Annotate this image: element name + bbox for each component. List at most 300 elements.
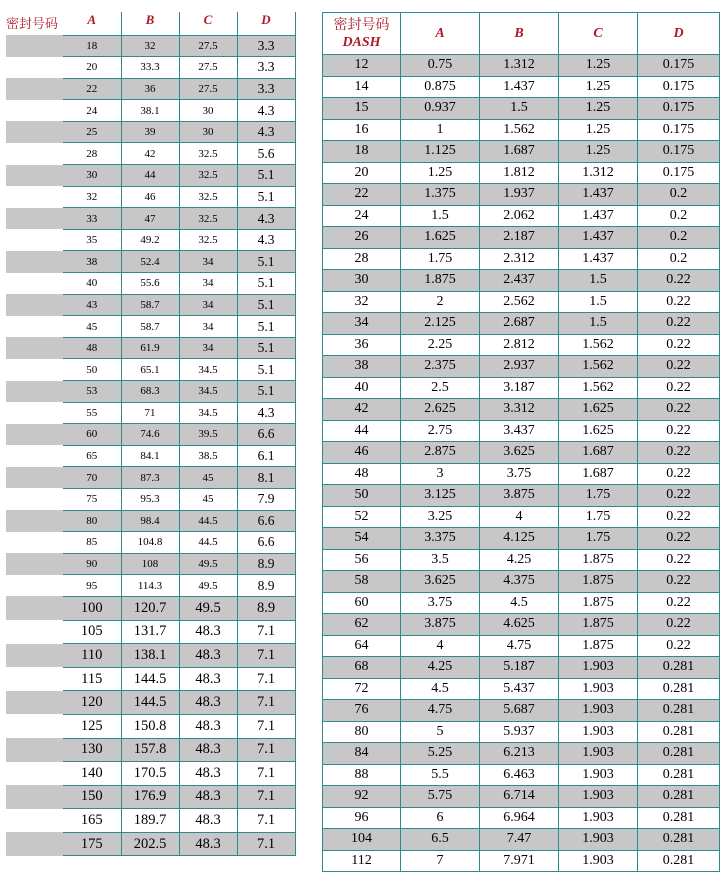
cell-b: 150.8 [121, 714, 179, 738]
table-row [323, 506, 720, 528]
cell-dash: 15 [323, 98, 401, 120]
cell-d: 0.281 [638, 786, 720, 808]
row-spacer-cell [6, 809, 63, 833]
cell-c: 1.903 [559, 721, 638, 743]
cell-a: 3.25 [401, 506, 480, 528]
cell-a: 4.5 [401, 678, 480, 700]
cell-a: 5.5 [401, 764, 480, 786]
cell-c: 1.25 [559, 98, 638, 120]
row-spacer-cell [6, 738, 63, 762]
cell-d: 5.1 [237, 316, 295, 338]
cell-c: 34 [179, 251, 237, 273]
table-row [323, 399, 720, 421]
cell-a: 60 [63, 424, 121, 446]
table-row [6, 691, 295, 715]
table-row [6, 57, 295, 79]
cell-d: 0.281 [638, 721, 720, 743]
cell-a: 32 [63, 186, 121, 208]
cell-a: 3 [401, 463, 480, 485]
cell-c: 1.5 [559, 313, 638, 335]
table-row [6, 738, 295, 762]
cell-b: 4.625 [480, 614, 559, 636]
cell-b: 4.375 [480, 571, 559, 593]
cell-d: 0.175 [638, 76, 720, 98]
cell-d: 0.2 [638, 227, 720, 249]
cell-dash: 28 [323, 248, 401, 270]
cell-b: 2.937 [480, 356, 559, 378]
cell-c: 1.75 [559, 485, 638, 507]
cell-d: 5.1 [237, 273, 295, 295]
cell-a: 50 [63, 359, 121, 381]
cell-c: 44.5 [179, 510, 237, 532]
cell-dash: 18 [323, 141, 401, 163]
table-row [6, 229, 295, 251]
row-spacer-cell [6, 667, 63, 691]
cell-b: 5.687 [480, 700, 559, 722]
table-row [323, 270, 720, 292]
row-spacer-cell [6, 424, 63, 446]
cell-d: 0.22 [638, 356, 720, 378]
cell-b: 2.062 [480, 205, 559, 227]
table-row [323, 592, 720, 614]
cell-c: 1.437 [559, 184, 638, 206]
cell-a: 0.937 [401, 98, 480, 120]
row-spacer-cell [6, 596, 63, 620]
cell-b: 144.5 [121, 691, 179, 715]
cell-b: 176.9 [121, 785, 179, 809]
cell-c: 48.3 [179, 620, 237, 644]
table-row [6, 832, 295, 856]
cell-a: 30 [63, 165, 121, 187]
cell-c: 45 [179, 467, 237, 489]
table-row [323, 850, 720, 872]
cell-d: 0.281 [638, 657, 720, 679]
cell-c: 1.75 [559, 528, 638, 550]
cell-a: 35 [63, 229, 121, 251]
cell-dash: 34 [323, 313, 401, 335]
cell-d: 0.22 [638, 420, 720, 442]
cell-dash: 16 [323, 119, 401, 141]
cell-c: 1.903 [559, 786, 638, 808]
cell-a: 53 [63, 381, 121, 403]
table-row [6, 667, 295, 691]
cell-b: 5.187 [480, 657, 559, 679]
cell-a: 28 [63, 143, 121, 165]
cell-d: 0.22 [638, 571, 720, 593]
cell-a: 2.625 [401, 399, 480, 421]
cell-a: 38 [63, 251, 121, 273]
cell-d: 0.281 [638, 807, 720, 829]
cell-d: 0.175 [638, 98, 720, 120]
cell-dash: 54 [323, 528, 401, 550]
cell-b: 36 [121, 78, 179, 100]
cell-a: 2.375 [401, 356, 480, 378]
table-row [323, 55, 720, 77]
row-spacer-cell [6, 165, 63, 187]
cell-c: 1.903 [559, 700, 638, 722]
row-spacer-cell [6, 381, 63, 403]
cell-b: 2.687 [480, 313, 559, 335]
cell-c: 1.625 [559, 399, 638, 421]
cell-c: 1.903 [559, 678, 638, 700]
table-row [6, 785, 295, 809]
cell-c: 1.903 [559, 807, 638, 829]
table-row [323, 334, 720, 356]
cell-b: 2.312 [480, 248, 559, 270]
table-row [323, 98, 720, 120]
row-spacer-cell [6, 35, 63, 57]
cell-b: 84.1 [121, 445, 179, 467]
table-row [6, 186, 295, 208]
cell-d: 7.1 [237, 644, 295, 668]
cell-c: 1.75 [559, 506, 638, 528]
table-row [323, 700, 720, 722]
cell-c: 1.25 [559, 119, 638, 141]
table-row [6, 402, 295, 424]
cell-c: 1.903 [559, 850, 638, 872]
cell-dash: 44 [323, 420, 401, 442]
cell-b: 202.5 [121, 832, 179, 856]
cell-d: 0.175 [638, 162, 720, 184]
table-row [323, 635, 720, 657]
cell-d: 5.1 [237, 294, 295, 316]
cell-d: 0.22 [638, 442, 720, 464]
cell-c: 1.875 [559, 614, 638, 636]
header-d: D [638, 13, 720, 55]
cell-dash: 80 [323, 721, 401, 743]
cell-c: 1.437 [559, 227, 638, 249]
row-spacer-cell [6, 78, 63, 100]
cell-d: 4.3 [237, 121, 295, 143]
cell-d: 0.2 [638, 184, 720, 206]
table-row [323, 184, 720, 206]
row-spacer-cell [6, 229, 63, 251]
cell-b: 58.7 [121, 316, 179, 338]
cell-dash: 24 [323, 205, 401, 227]
table-row [323, 764, 720, 786]
table-row [323, 678, 720, 700]
cell-a: 3.625 [401, 571, 480, 593]
cell-dash: 96 [323, 807, 401, 829]
row-spacer-cell [6, 273, 63, 295]
header-a: A [401, 13, 480, 55]
cell-d: 6.6 [237, 510, 295, 532]
cell-c: 1.562 [559, 377, 638, 399]
table-row [6, 467, 295, 489]
cell-d: 0.22 [638, 592, 720, 614]
cell-c: 32.5 [179, 229, 237, 251]
row-spacer-cell [6, 553, 63, 575]
cell-c: 1.25 [559, 141, 638, 163]
row-spacer-cell [6, 445, 63, 467]
table-row [323, 463, 720, 485]
cell-a: 3.375 [401, 528, 480, 550]
cell-a: 4.25 [401, 657, 480, 679]
cell-b: 44 [121, 165, 179, 187]
row-spacer-cell [6, 714, 63, 738]
cell-dash: 46 [323, 442, 401, 464]
cell-a: 70 [63, 467, 121, 489]
cell-d: 0.22 [638, 614, 720, 636]
header-seal-number-label: 密封号码 [333, 17, 390, 33]
cell-a: 2 [401, 291, 480, 313]
cell-b: 42 [121, 143, 179, 165]
table-row [6, 78, 295, 100]
row-spacer-cell [6, 337, 63, 359]
cell-a: 20 [63, 57, 121, 79]
cell-d: 0.281 [638, 829, 720, 851]
cell-b: 6.964 [480, 807, 559, 829]
table-header-row [6, 12, 295, 35]
table-row [6, 714, 295, 738]
cell-b: 2.562 [480, 291, 559, 313]
cell-a: 1.125 [401, 141, 480, 163]
row-spacer-cell [6, 467, 63, 489]
cell-b: 98.4 [121, 510, 179, 532]
cell-c: 48.3 [179, 667, 237, 691]
row-spacer-cell [6, 359, 63, 381]
cell-b: 2.437 [480, 270, 559, 292]
cell-b: 3.437 [480, 420, 559, 442]
cell-dash: 56 [323, 549, 401, 571]
cell-d: 0.22 [638, 635, 720, 657]
cell-c: 30 [179, 121, 237, 143]
table-row [323, 829, 720, 851]
cell-d: 0.22 [638, 334, 720, 356]
row-spacer-cell [6, 100, 63, 122]
cell-dash: 58 [323, 571, 401, 593]
cell-d: 4.3 [237, 402, 295, 424]
table-row [323, 162, 720, 184]
row-spacer-cell [6, 186, 63, 208]
cell-dash: 14 [323, 76, 401, 98]
cell-b: 108 [121, 553, 179, 575]
header-c: C [179, 12, 237, 35]
cell-a: 90 [63, 553, 121, 575]
cell-b: 5.937 [480, 721, 559, 743]
table-row [6, 532, 295, 554]
cell-b: 6.463 [480, 764, 559, 786]
cell-d: 0.175 [638, 55, 720, 77]
row-spacer-cell [6, 143, 63, 165]
cell-c: 1.437 [559, 205, 638, 227]
table-row [323, 485, 720, 507]
cell-d: 0.22 [638, 485, 720, 507]
cell-b: 104.8 [121, 532, 179, 554]
cell-c: 48.3 [179, 785, 237, 809]
cell-a: 4 [401, 635, 480, 657]
cell-c: 1.875 [559, 635, 638, 657]
cell-b: 1.437 [480, 76, 559, 98]
cell-a: 110 [63, 644, 121, 668]
cell-d: 0.22 [638, 528, 720, 550]
cell-d: 3.3 [237, 35, 295, 57]
cell-b: 189.7 [121, 809, 179, 833]
cell-dash: 62 [323, 614, 401, 636]
cell-a: 95 [63, 575, 121, 597]
cell-b: 49.2 [121, 229, 179, 251]
cell-d: 5.6 [237, 143, 295, 165]
table-row [6, 488, 295, 510]
cell-b: 3.187 [480, 377, 559, 399]
table-row [6, 294, 295, 316]
table-row [323, 420, 720, 442]
cell-c: 32.5 [179, 165, 237, 187]
table-row [323, 377, 720, 399]
row-spacer-cell [6, 121, 63, 143]
cell-c: 48.3 [179, 762, 237, 786]
table-row [323, 614, 720, 636]
cell-a: 0.75 [401, 55, 480, 77]
cell-d: 7.1 [237, 667, 295, 691]
cell-c: 34 [179, 316, 237, 338]
header-seal-number-dash [323, 13, 401, 55]
table-row [6, 762, 295, 786]
row-spacer-cell [6, 832, 63, 856]
cell-c: 48.3 [179, 714, 237, 738]
cell-c: 1.562 [559, 334, 638, 356]
row-spacer-cell [6, 402, 63, 424]
cell-a: 2.25 [401, 334, 480, 356]
row-spacer-cell [6, 510, 63, 532]
cell-b: 1.937 [480, 184, 559, 206]
cell-a: 2.125 [401, 313, 480, 335]
table-row [323, 356, 720, 378]
table-row [6, 35, 295, 57]
cell-b: 38.1 [121, 100, 179, 122]
cell-d: 0.22 [638, 270, 720, 292]
cell-b: 5.437 [480, 678, 559, 700]
cell-dash: 64 [323, 635, 401, 657]
table-row [323, 657, 720, 679]
cell-a: 120 [63, 691, 121, 715]
cell-c: 30 [179, 100, 237, 122]
table-row [6, 337, 295, 359]
table-row [323, 786, 720, 808]
cell-d: 7.1 [237, 832, 295, 856]
row-spacer-cell [6, 644, 63, 668]
header-b: B [121, 12, 179, 35]
cell-a: 7 [401, 850, 480, 872]
cell-a: 115 [63, 667, 121, 691]
cell-a: 3.125 [401, 485, 480, 507]
cell-d: 0.281 [638, 678, 720, 700]
cell-a: 1.75 [401, 248, 480, 270]
cell-c: 48.3 [179, 832, 237, 856]
cell-a: 80 [63, 510, 121, 532]
cell-d: 0.175 [638, 141, 720, 163]
cell-c: 27.5 [179, 35, 237, 57]
cell-d: 4.3 [237, 208, 295, 230]
cell-b: 120.7 [121, 596, 179, 620]
cell-b: 2.187 [480, 227, 559, 249]
cell-a: 175 [63, 832, 121, 856]
row-spacer-cell [6, 316, 63, 338]
table-row [6, 553, 295, 575]
cell-dash: 26 [323, 227, 401, 249]
cell-b: 6.213 [480, 743, 559, 765]
cell-a: 150 [63, 785, 121, 809]
cell-b: 157.8 [121, 738, 179, 762]
cell-b: 3.312 [480, 399, 559, 421]
table-row [323, 76, 720, 98]
cell-a: 2.875 [401, 442, 480, 464]
cell-a: 140 [63, 762, 121, 786]
cell-dash: 112 [323, 850, 401, 872]
cell-c: 34.5 [179, 402, 237, 424]
cell-a: 40 [63, 273, 121, 295]
cell-a: 1.625 [401, 227, 480, 249]
cell-a: 1.375 [401, 184, 480, 206]
table-row [323, 313, 720, 335]
cell-d: 8.9 [237, 553, 295, 575]
cell-dash: 32 [323, 291, 401, 313]
cell-a: 165 [63, 809, 121, 833]
table-row [323, 743, 720, 765]
cell-d: 5.1 [237, 186, 295, 208]
cell-b: 58.7 [121, 294, 179, 316]
cell-a: 48 [63, 337, 121, 359]
cell-d: 3.3 [237, 78, 295, 100]
cell-c: 1.903 [559, 829, 638, 851]
cell-c: 27.5 [179, 57, 237, 79]
cell-dash: 40 [323, 377, 401, 399]
cell-a: 2.5 [401, 377, 480, 399]
table-row [6, 510, 295, 532]
cell-a: 45 [63, 316, 121, 338]
table-row [323, 442, 720, 464]
cell-d: 0.22 [638, 463, 720, 485]
cell-a: 3.75 [401, 592, 480, 614]
cell-a: 125 [63, 714, 121, 738]
cell-c: 1.312 [559, 162, 638, 184]
cell-c: 1.625 [559, 420, 638, 442]
cell-d: 0.2 [638, 205, 720, 227]
cell-dash: 30 [323, 270, 401, 292]
cell-c: 32.5 [179, 143, 237, 165]
cell-d: 0.22 [638, 377, 720, 399]
cell-dash: 52 [323, 506, 401, 528]
cell-b: 3.625 [480, 442, 559, 464]
cell-b: 1.812 [480, 162, 559, 184]
table-row [323, 721, 720, 743]
cell-c: 49.5 [179, 575, 237, 597]
cell-a: 22 [63, 78, 121, 100]
header-c: C [559, 13, 638, 55]
header-b: B [480, 13, 559, 55]
row-spacer-cell [6, 532, 63, 554]
cell-d: 0.2 [638, 248, 720, 270]
cell-d: 7.1 [237, 785, 295, 809]
cell-a: 85 [63, 532, 121, 554]
cell-a: 5.75 [401, 786, 480, 808]
cell-c: 34 [179, 273, 237, 295]
cell-d: 0.175 [638, 119, 720, 141]
row-spacer-cell [6, 691, 63, 715]
table-row [6, 575, 295, 597]
cell-c: 1.687 [559, 442, 638, 464]
cell-a: 55 [63, 402, 121, 424]
cell-a: 2.75 [401, 420, 480, 442]
row-spacer-cell [6, 762, 63, 786]
cell-a: 1.5 [401, 205, 480, 227]
cell-b: 4.125 [480, 528, 559, 550]
table-row [323, 205, 720, 227]
cell-c: 27.5 [179, 78, 237, 100]
table-row [6, 100, 295, 122]
table-row [323, 141, 720, 163]
cell-dash: 92 [323, 786, 401, 808]
